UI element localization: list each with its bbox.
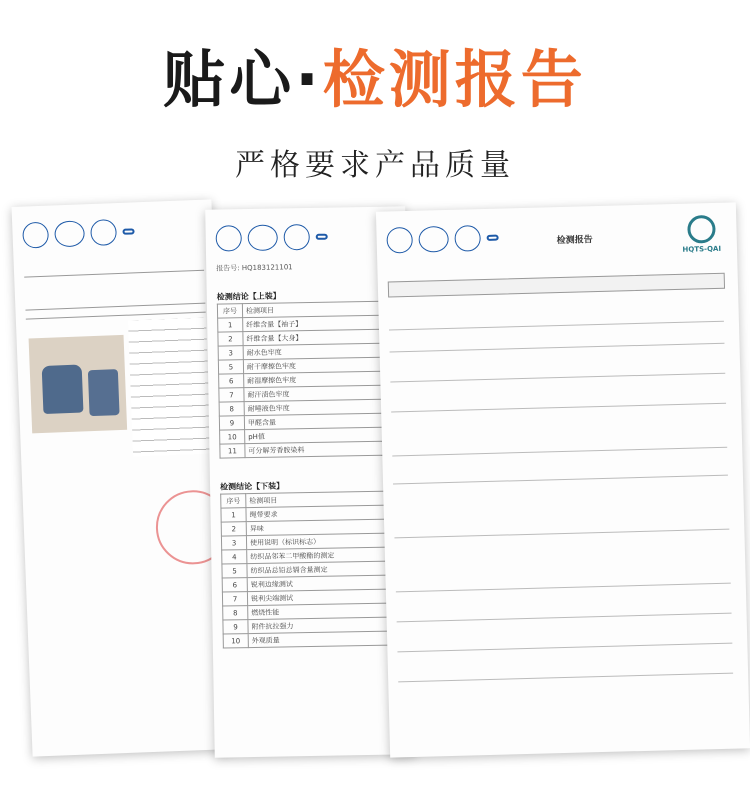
upper-conclusion-title: 检测结论【上装】 (216, 291, 281, 302)
table-cell: 外观质量 (248, 631, 391, 647)
table-cell: 附件抗拉强力 (248, 617, 391, 633)
hqts-brand: HQTS-QAI (682, 244, 722, 254)
ilac-mra-logo (386, 227, 413, 254)
table-cell: 5 (222, 564, 247, 578)
table-cell: 锐利边缘测试 (247, 575, 390, 591)
cnas-logo (54, 220, 85, 247)
page-heading (0, 40, 750, 120)
table-cell: 10 (223, 634, 248, 648)
table-cell: pH值 (245, 427, 384, 443)
table-cell: 4 (222, 550, 247, 564)
results-row (398, 647, 734, 683)
table-cell: 锐利尖端测试 (247, 589, 390, 605)
table-cell: 燃烧性能 (248, 603, 391, 619)
table-header-cell: 检测项目 (246, 491, 389, 507)
table-cell: 2 (218, 332, 243, 346)
sample-photo (29, 335, 128, 434)
table-cell: 8 (223, 606, 248, 620)
cnas-logo (248, 225, 278, 252)
table-header-cell: 序号 (217, 304, 242, 318)
table-cell: 异味 (246, 519, 389, 535)
sample-detail-table (128, 318, 211, 457)
results-row (395, 533, 731, 593)
hqts-logo (682, 215, 721, 254)
table-cell: 7 (222, 592, 247, 606)
table-cell: 3 (221, 536, 246, 550)
table-cell: 甲醛含量 (244, 413, 383, 429)
table-row (220, 441, 399, 458)
table-header-cell: 检测项目 (242, 301, 381, 317)
ilac-mra-logo (216, 225, 242, 251)
table-cell: 11 (220, 444, 245, 458)
accreditation-logos (22, 218, 135, 248)
table-cell: 3 (218, 346, 243, 360)
table-cell: 耐汗渍色牢度 (244, 385, 383, 401)
table-cell: 7 (219, 388, 244, 402)
table-header-cell: 序号 (221, 494, 246, 508)
table-cell: 耐湿摩擦色牢度 (244, 371, 383, 387)
table-cell: 耐干摩擦色牢度 (243, 357, 382, 373)
cnas-logo (418, 226, 449, 253)
table-cell: 纤维含量【大身】 (243, 329, 382, 345)
table-row (223, 631, 402, 648)
table-cell: 1 (218, 318, 243, 332)
accreditation-logos (216, 224, 328, 252)
table-cell: 耐水色牢度 (243, 343, 382, 359)
testing-seal-logo (454, 225, 481, 252)
heading-part1: 贴心· (163, 43, 323, 116)
heading-part2: 检测报告 (322, 43, 587, 116)
ma-logo (122, 228, 134, 234)
table-cell: 纺织品邻苯二甲酸酯的测定 (247, 547, 390, 563)
upper-conclusion-table (217, 300, 400, 458)
table-cell: 使用说明（标识标志） (246, 533, 389, 549)
table-cell: 纺织品总铅总镉含量测定 (247, 561, 390, 577)
table-cell: 10 (220, 430, 245, 444)
testing-seal-logo (90, 219, 117, 246)
table-cell: 6 (219, 374, 244, 388)
table-cell: 绳带要求 (246, 505, 389, 521)
report-sheet-left (12, 199, 233, 756)
sample-jacket (42, 364, 84, 414)
table-cell: 1 (221, 508, 246, 522)
table-cell: 5 (218, 360, 243, 374)
client-info-block (24, 270, 205, 311)
results-row (393, 479, 729, 539)
results-row (391, 407, 727, 457)
table-cell: 2 (221, 522, 246, 536)
accreditation-logos (386, 225, 499, 254)
ma-logo (487, 235, 499, 241)
lower-conclusion-table (220, 490, 403, 648)
report-title: 检测报告 (556, 235, 593, 247)
table-cell: 9 (223, 620, 248, 634)
testing-seal-logo (284, 224, 310, 250)
table-cell: 6 (222, 578, 247, 592)
sample-pants (88, 369, 120, 416)
lower-conclusion-title: 检测结论【下装】 (219, 481, 285, 492)
table-cell: 8 (219, 402, 244, 416)
ma-logo (316, 234, 328, 240)
table-cell: 耐唾液色牢度 (244, 399, 383, 415)
report-number: 报告号: HQ183121101 (216, 263, 293, 273)
table-cell: 9 (219, 416, 244, 430)
ilac-mra-logo (22, 222, 49, 249)
table-cell: 纤维含量【袖子】 (243, 315, 382, 331)
page-subheading: 严格要求产品质量 (235, 148, 515, 183)
hqts-ring-icon (687, 215, 716, 244)
table-cell: 可分解芳香胺染料 (245, 441, 384, 457)
report-sheet-right (376, 202, 750, 757)
